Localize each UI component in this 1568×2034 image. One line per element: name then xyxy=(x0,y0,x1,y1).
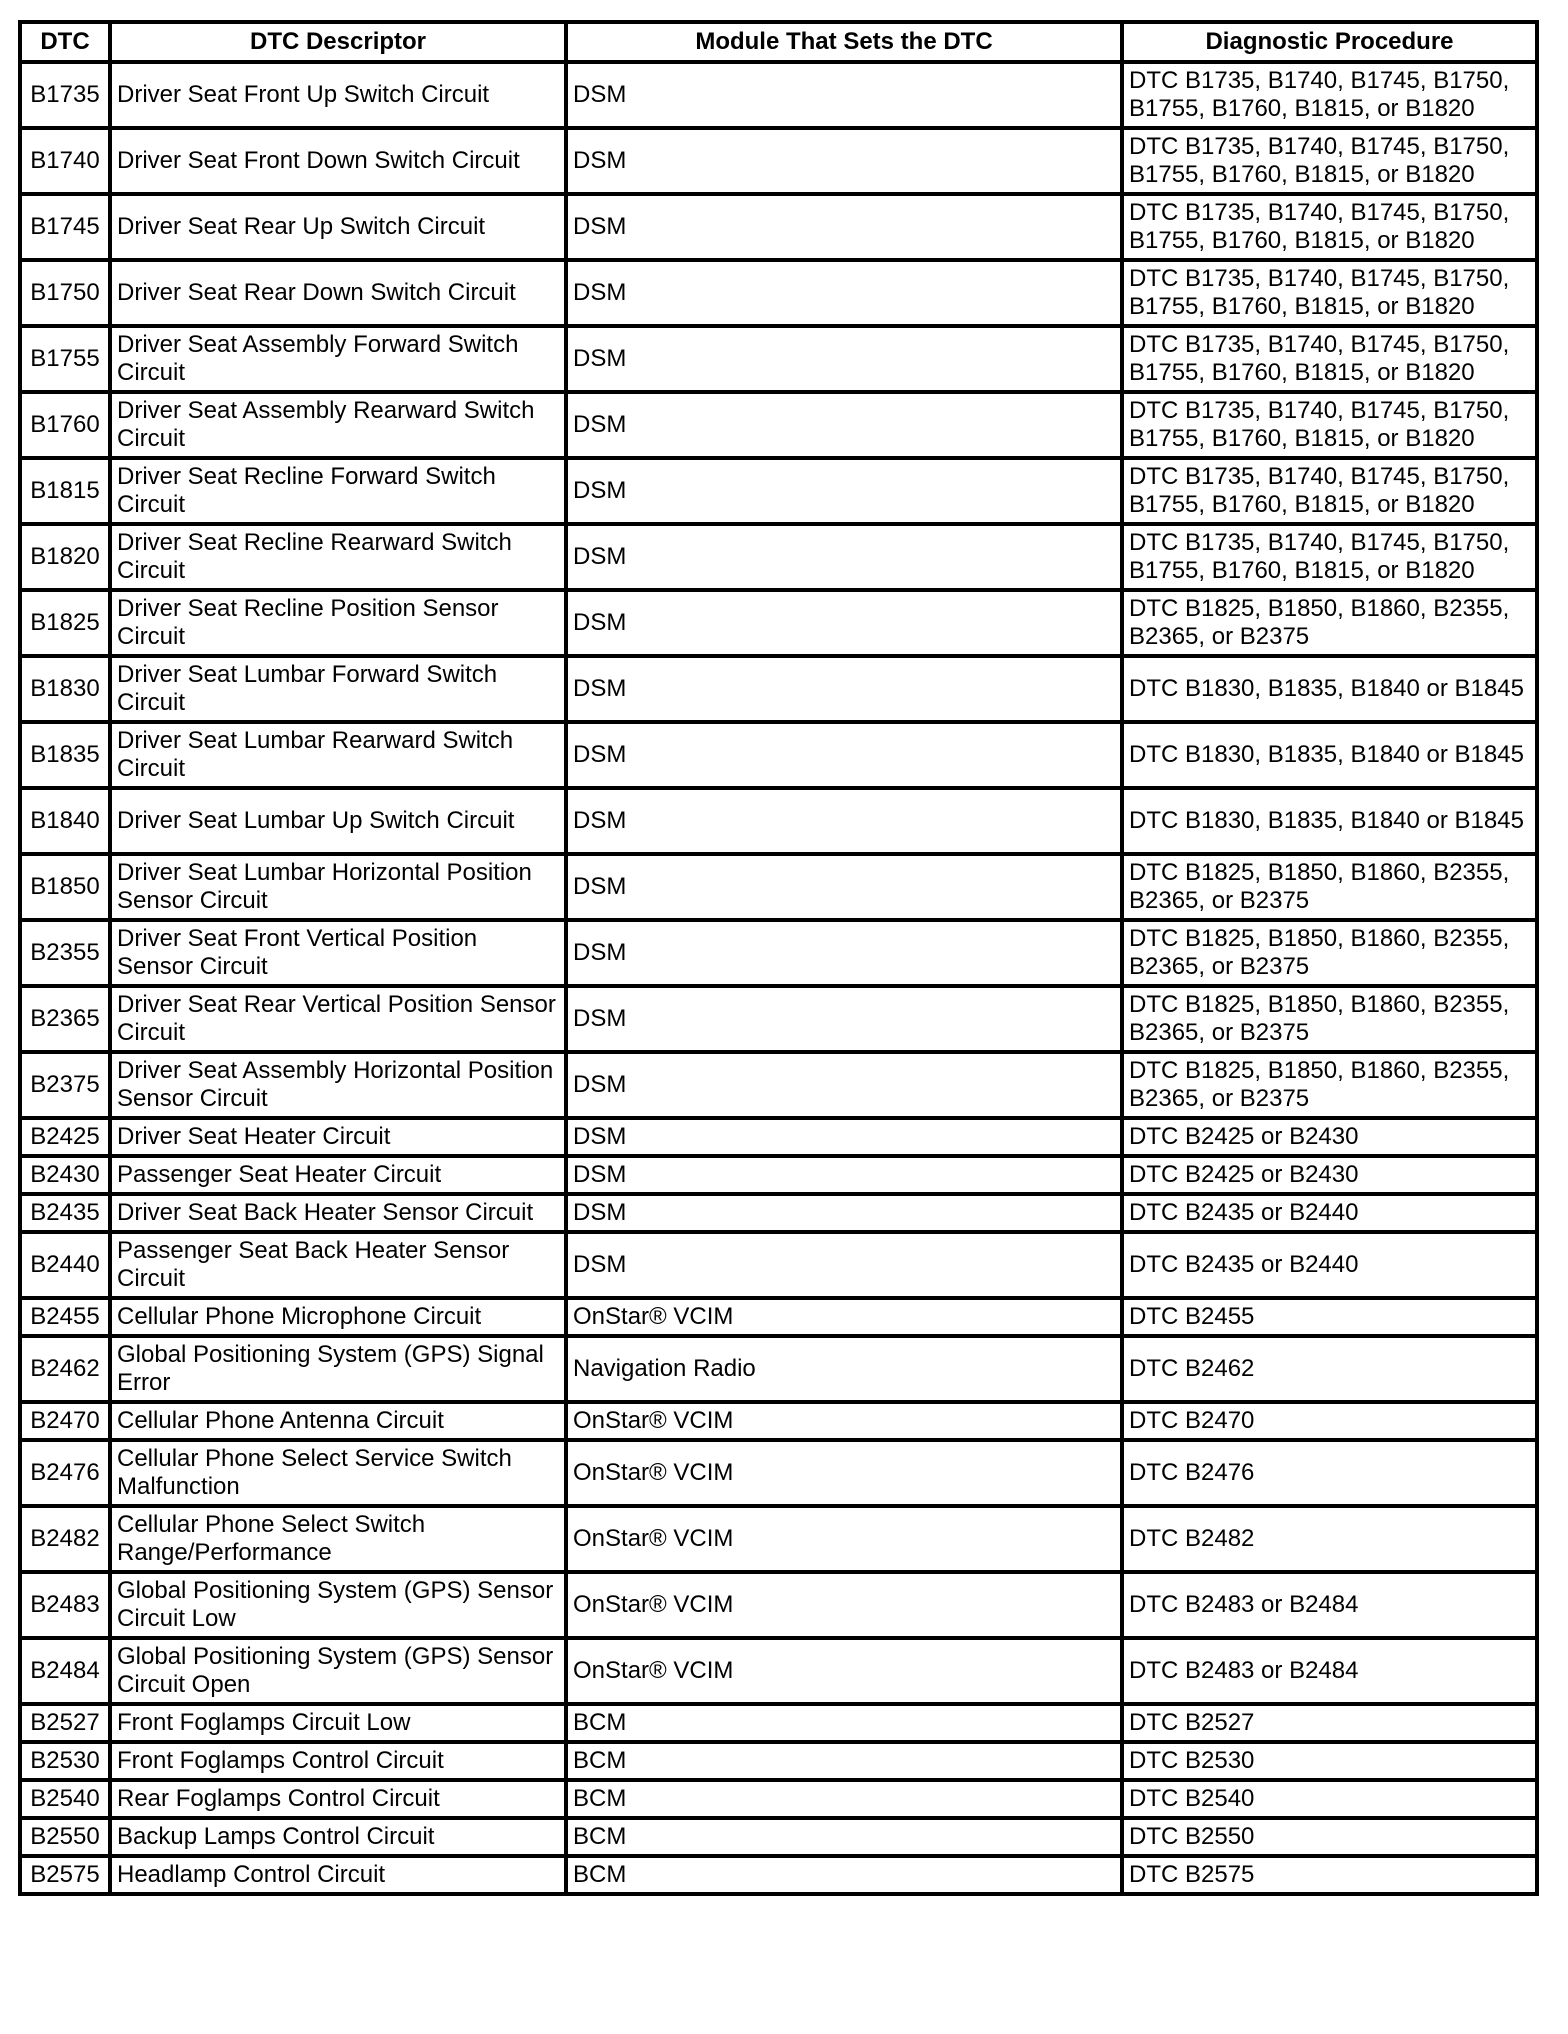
descriptor-cell: Cellular Phone Select Service Switch Malfunction xyxy=(110,1440,566,1506)
table-row xyxy=(20,1298,1537,1336)
dtc-code-cell: B1755 xyxy=(20,326,110,392)
descriptor-cell: Driver Seat Lumbar Rearward Switch Circuit xyxy=(110,722,566,788)
procedure-cell: DTC B1735, B1740, B1745, B1750, B1755, B1760, B1815, or B1820 xyxy=(1122,392,1537,458)
module-cell: DSM xyxy=(566,656,1122,722)
procedure-cell: DTC B2435 or B2440 xyxy=(1122,1194,1537,1232)
table-row xyxy=(20,1704,1537,1742)
header-procedure: Diagnostic Procedure xyxy=(1122,22,1537,62)
table-row xyxy=(20,656,1537,722)
dtc-code-cell: B2375 xyxy=(20,1052,110,1118)
table-row xyxy=(20,1856,1537,1894)
procedure-cell: DTC B2476 xyxy=(1122,1440,1537,1506)
module-cell: DSM xyxy=(566,1052,1122,1118)
module-cell: DSM xyxy=(566,920,1122,986)
module-cell: OnStar® VCIM xyxy=(566,1440,1122,1506)
module-cell: DSM xyxy=(566,194,1122,260)
descriptor-cell: Global Positioning System (GPS) Sensor Circuit Low xyxy=(110,1572,566,1638)
dtc-code-cell: B2540 xyxy=(20,1780,110,1818)
table-row xyxy=(20,524,1537,590)
procedure-cell: DTC B1735, B1740, B1745, B1750, B1755, B1760, B1815, or B1820 xyxy=(1122,194,1537,260)
dtc-code-cell: B2425 xyxy=(20,1118,110,1156)
dtc-code-cell: B2440 xyxy=(20,1232,110,1298)
procedure-cell: DTC B2527 xyxy=(1122,1704,1537,1742)
table-row xyxy=(20,854,1537,920)
module-cell: DSM xyxy=(566,1118,1122,1156)
table-row xyxy=(20,986,1537,1052)
descriptor-cell: Cellular Phone Antenna Circuit xyxy=(110,1402,566,1440)
dtc-code-cell: B2482 xyxy=(20,1506,110,1572)
module-cell: BCM xyxy=(566,1818,1122,1856)
dtc-code-cell: B2455 xyxy=(20,1298,110,1336)
procedure-cell: DTC B1735, B1740, B1745, B1750, B1755, B1760, B1815, or B1820 xyxy=(1122,260,1537,326)
descriptor-cell: Driver Seat Rear Up Switch Circuit xyxy=(110,194,566,260)
table-row xyxy=(20,194,1537,260)
dtc-code-cell: B2470 xyxy=(20,1402,110,1440)
dtc-code-cell: B1735 xyxy=(20,62,110,128)
dtc-code-cell: B2476 xyxy=(20,1440,110,1506)
procedure-cell: DTC B1735, B1740, B1745, B1750, B1755, B1760, B1815, or B1820 xyxy=(1122,458,1537,524)
procedure-cell: DTC B1735, B1740, B1745, B1750, B1755, B1760, B1815, or B1820 xyxy=(1122,62,1537,128)
procedure-cell: DTC B1830, B1835, B1840 or B1845 xyxy=(1122,722,1537,788)
dtc-code-cell: B1750 xyxy=(20,260,110,326)
table-row xyxy=(20,1118,1537,1156)
module-cell: OnStar® VCIM xyxy=(566,1402,1122,1440)
dtc-code-cell: B1840 xyxy=(20,788,110,854)
dtc-code-cell: B2530 xyxy=(20,1742,110,1780)
procedure-cell: DTC B2575 xyxy=(1122,1856,1537,1894)
procedure-cell: DTC B2425 or B2430 xyxy=(1122,1156,1537,1194)
procedure-cell: DTC B2482 xyxy=(1122,1506,1537,1572)
module-cell: DSM xyxy=(566,128,1122,194)
descriptor-cell: Driver Seat Recline Position Sensor Circuit xyxy=(110,590,566,656)
module-cell: OnStar® VCIM xyxy=(566,1572,1122,1638)
module-cell: BCM xyxy=(566,1742,1122,1780)
dtc-code-cell: B2484 xyxy=(20,1638,110,1704)
header-dtc: DTC xyxy=(20,22,110,62)
table-row xyxy=(20,1402,1537,1440)
header-descriptor: DTC Descriptor xyxy=(110,22,566,62)
table-row xyxy=(20,1156,1537,1194)
procedure-cell: DTC B1825, B1850, B1860, B2355, B2365, or B2375 xyxy=(1122,590,1537,656)
descriptor-cell: Backup Lamps Control Circuit xyxy=(110,1818,566,1856)
descriptor-cell: Driver Seat Lumbar Horizontal Position Sensor Circuit xyxy=(110,854,566,920)
descriptor-cell: Driver Seat Assembly Rearward Switch Circuit xyxy=(110,392,566,458)
procedure-cell: DTC B1825, B1850, B1860, B2355, B2365, or B2375 xyxy=(1122,854,1537,920)
module-cell: BCM xyxy=(566,1780,1122,1818)
table-row xyxy=(20,326,1537,392)
dtc-code-cell: B2483 xyxy=(20,1572,110,1638)
dtc-code-cell: B2527 xyxy=(20,1704,110,1742)
module-cell: DSM xyxy=(566,788,1122,854)
descriptor-cell: Headlamp Control Circuit xyxy=(110,1856,566,1894)
module-cell: DSM xyxy=(566,392,1122,458)
module-cell: DSM xyxy=(566,854,1122,920)
dtc-code-cell: B1825 xyxy=(20,590,110,656)
descriptor-cell: Driver Seat Front Vertical Position Sensor Circuit xyxy=(110,920,566,986)
table-row xyxy=(20,1638,1537,1704)
descriptor-cell: Driver Seat Lumbar Up Switch Circuit xyxy=(110,788,566,854)
descriptor-cell: Driver Seat Recline Forward Switch Circuit xyxy=(110,458,566,524)
descriptor-cell: Driver Seat Recline Rearward Switch Circuit xyxy=(110,524,566,590)
procedure-cell: DTC B1825, B1850, B1860, B2355, B2365, or B2375 xyxy=(1122,1052,1537,1118)
dtc-code-cell: B2430 xyxy=(20,1156,110,1194)
dtc-code-cell: B1760 xyxy=(20,392,110,458)
dtc-code-cell: B2575 xyxy=(20,1856,110,1894)
module-cell: DSM xyxy=(566,1156,1122,1194)
descriptor-cell: Driver Seat Front Down Switch Circuit xyxy=(110,128,566,194)
table-row xyxy=(20,722,1537,788)
dtc-code-cell: B1740 xyxy=(20,128,110,194)
descriptor-cell: Driver Seat Heater Circuit xyxy=(110,1118,566,1156)
table-row xyxy=(20,920,1537,986)
module-cell: DSM xyxy=(566,260,1122,326)
module-cell: DSM xyxy=(566,1232,1122,1298)
descriptor-cell: Global Positioning System (GPS) Sensor Circuit Open xyxy=(110,1638,566,1704)
table-row xyxy=(20,128,1537,194)
descriptor-cell: Driver Seat Rear Vertical Position Sensor Circuit xyxy=(110,986,566,1052)
procedure-cell: DTC B2435 or B2440 xyxy=(1122,1232,1537,1298)
procedure-cell: DTC B1825, B1850, B1860, B2355, B2365, or B2375 xyxy=(1122,920,1537,986)
table-row xyxy=(20,392,1537,458)
procedure-cell: DTC B2530 xyxy=(1122,1742,1537,1780)
procedure-cell: DTC B1735, B1740, B1745, B1750, B1755, B1760, B1815, or B1820 xyxy=(1122,326,1537,392)
procedure-cell: DTC B1735, B1740, B1745, B1750, B1755, B1760, B1815, or B1820 xyxy=(1122,524,1537,590)
table-row xyxy=(20,1052,1537,1118)
descriptor-cell: Global Positioning System (GPS) Signal Error xyxy=(110,1336,566,1402)
descriptor-cell: Driver Seat Assembly Horizontal Position Sensor Circuit xyxy=(110,1052,566,1118)
module-cell: OnStar® VCIM xyxy=(566,1506,1122,1572)
descriptor-cell: Driver Seat Lumbar Forward Switch Circuit xyxy=(110,656,566,722)
module-cell: DSM xyxy=(566,590,1122,656)
procedure-cell: DTC B2550 xyxy=(1122,1818,1537,1856)
procedure-cell: DTC B1825, B1850, B1860, B2355, B2365, or B2375 xyxy=(1122,986,1537,1052)
table-row xyxy=(20,1780,1537,1818)
table-row xyxy=(20,62,1537,128)
descriptor-cell: Driver Seat Front Up Switch Circuit xyxy=(110,62,566,128)
procedure-cell: DTC B2540 xyxy=(1122,1780,1537,1818)
module-cell: DSM xyxy=(566,1194,1122,1232)
table-row xyxy=(20,1742,1537,1780)
module-cell: OnStar® VCIM xyxy=(566,1638,1122,1704)
dtc-code-cell: B1830 xyxy=(20,656,110,722)
table-row xyxy=(20,1440,1537,1506)
descriptor-cell: Driver Seat Assembly Forward Switch Circuit xyxy=(110,326,566,392)
procedure-cell: DTC B1830, B1835, B1840 or B1845 xyxy=(1122,656,1537,722)
descriptor-cell: Front Foglamps Control Circuit xyxy=(110,1742,566,1780)
procedure-cell: DTC B1830, B1835, B1840 or B1845 xyxy=(1122,788,1537,854)
header-row xyxy=(20,22,1537,62)
dtc-code-cell: B1835 xyxy=(20,722,110,788)
dtc-code-cell: B2550 xyxy=(20,1818,110,1856)
procedure-cell: DTC B2483 or B2484 xyxy=(1122,1638,1537,1704)
procedure-cell: DTC B2483 or B2484 xyxy=(1122,1572,1537,1638)
procedure-cell: DTC B2455 xyxy=(1122,1298,1537,1336)
module-cell: DSM xyxy=(566,458,1122,524)
module-cell: BCM xyxy=(566,1704,1122,1742)
descriptor-cell: Driver Seat Back Heater Sensor Circuit xyxy=(110,1194,566,1232)
procedure-cell: DTC B2470 xyxy=(1122,1402,1537,1440)
procedure-cell: DTC B1735, B1740, B1745, B1750, B1755, B1760, B1815, or B1820 xyxy=(1122,128,1537,194)
table-row xyxy=(20,458,1537,524)
dtc-code-cell: B1820 xyxy=(20,524,110,590)
table-body xyxy=(20,62,1537,1894)
dtc-code-cell: B1815 xyxy=(20,458,110,524)
table-row xyxy=(20,260,1537,326)
descriptor-cell: Cellular Phone Select Switch Range/Performance xyxy=(110,1506,566,1572)
module-cell: DSM xyxy=(566,62,1122,128)
table-row xyxy=(20,590,1537,656)
descriptor-cell: Cellular Phone Microphone Circuit xyxy=(110,1298,566,1336)
dtc-code-cell: B2462 xyxy=(20,1336,110,1402)
dtc-code-cell: B2365 xyxy=(20,986,110,1052)
table-row xyxy=(20,1572,1537,1638)
dtc-code-cell: B1850 xyxy=(20,854,110,920)
descriptor-cell: Driver Seat Rear Down Switch Circuit xyxy=(110,260,566,326)
descriptor-cell: Rear Foglamps Control Circuit xyxy=(110,1780,566,1818)
table-row xyxy=(20,1336,1537,1402)
descriptor-cell: Front Foglamps Circuit Low xyxy=(110,1704,566,1742)
table-row xyxy=(20,788,1537,854)
dtc-code-cell: B1745 xyxy=(20,194,110,260)
table-row xyxy=(20,1818,1537,1856)
module-cell: Navigation Radio xyxy=(566,1336,1122,1402)
module-cell: DSM xyxy=(566,722,1122,788)
procedure-cell: DTC B2462 xyxy=(1122,1336,1537,1402)
table-row xyxy=(20,1194,1537,1232)
dtc-code-cell: B2355 xyxy=(20,920,110,986)
header-module: Module That Sets the DTC xyxy=(566,22,1122,62)
dtc-table xyxy=(18,20,1539,1896)
dtc-code-cell: B2435 xyxy=(20,1194,110,1232)
module-cell: OnStar® VCIM xyxy=(566,1298,1122,1336)
module-cell: DSM xyxy=(566,326,1122,392)
module-cell: DSM xyxy=(566,986,1122,1052)
descriptor-cell: Passenger Seat Heater Circuit xyxy=(110,1156,566,1194)
table-row xyxy=(20,1506,1537,1572)
procedure-cell: DTC B2425 or B2430 xyxy=(1122,1118,1537,1156)
table-row xyxy=(20,1232,1537,1298)
module-cell: DSM xyxy=(566,524,1122,590)
module-cell: BCM xyxy=(566,1856,1122,1894)
descriptor-cell: Passenger Seat Back Heater Sensor Circuit xyxy=(110,1232,566,1298)
